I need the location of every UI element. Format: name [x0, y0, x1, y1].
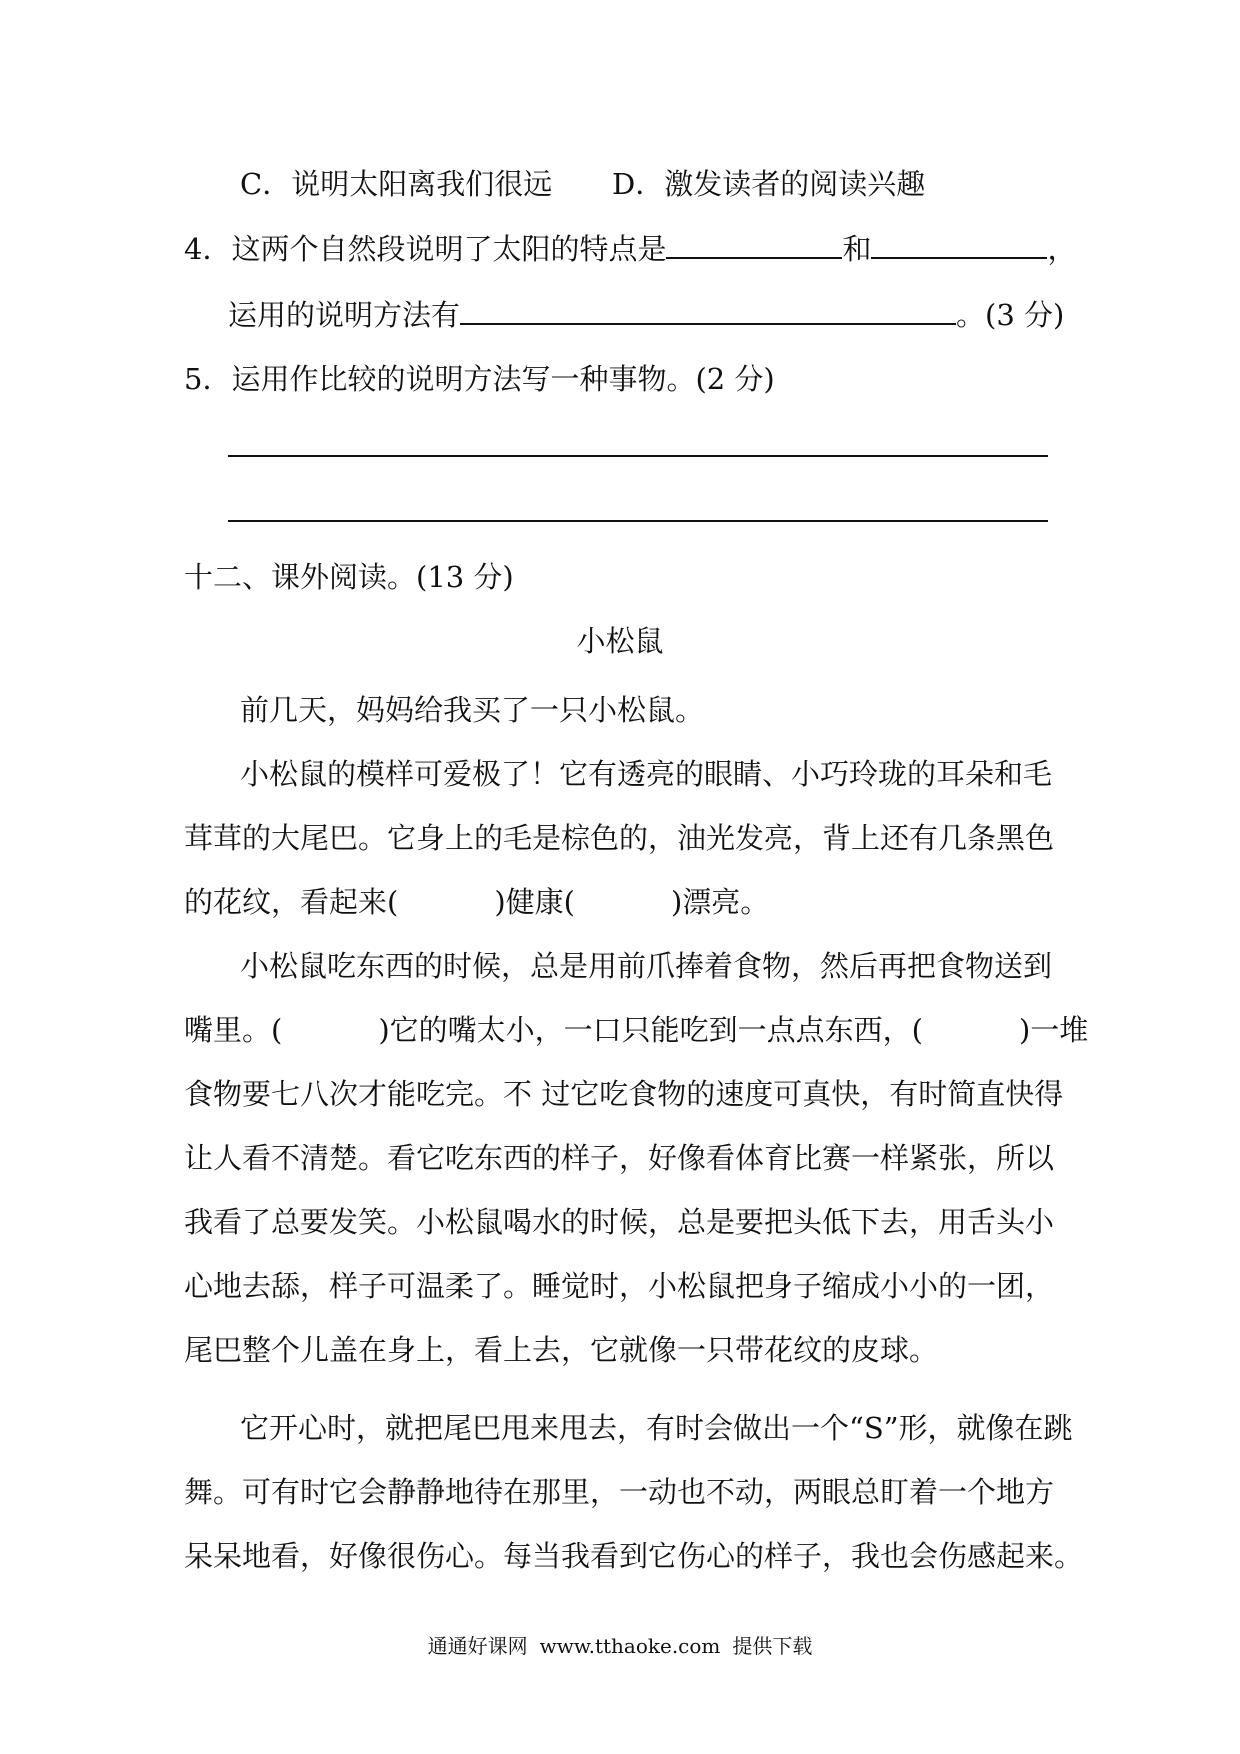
question-4-line-1 — [184, 229, 1076, 269]
passage-line — [184, 1010, 1088, 1050]
question-4-score: 。(3 分) — [956, 298, 1065, 332]
passage-line: 呆呆地看，好像很伤心。每当我看到它伤心的样子，我也会伤感起来。 — [184, 1539, 1084, 1573]
footer-site-name: 通通好课网 — [427, 1634, 528, 1658]
passage-line: 小松鼠吃东西的时候，总是用前爪捧着食物，然后再把食物送到 — [240, 949, 1053, 983]
passage-line: 小松鼠的模样可爱极了！它有透亮的眼睛、小巧玲珑的耳朵和毛 — [240, 757, 1053, 791]
passage-text: )它的嘴太小，一口只能吃到一点点东西，( — [378, 1013, 923, 1047]
question-4-and: 和 — [842, 232, 872, 266]
passage-line: 前几天，妈妈给我买了一只小松鼠。 — [240, 693, 705, 727]
passage-line: 它开心时，就把尾巴甩来甩去，有时会做出一个“S”形，就像在跳 — [240, 1411, 1073, 1445]
question-4-comma: ， — [1047, 232, 1077, 266]
passage-text: 嘴里。( — [184, 1013, 283, 1047]
passage-line: 我看了总要发笑。小松鼠喝水的时候，总是要把头低下去，用舌头小 — [184, 1205, 1055, 1239]
section-12-heading: 十二、课外阅读。(13 分) — [184, 560, 514, 594]
passage-line — [184, 882, 769, 922]
passage-text: 的花纹，看起来( — [184, 885, 399, 919]
question-4-line-2 — [228, 295, 1064, 335]
answer-line-1[interactable] — [228, 455, 1048, 457]
passage-line: 让人看不清楚。看它吃东西的样子，好像看体育比赛一样紧张，所以 — [184, 1141, 1055, 1175]
answer-blank-1[interactable] — [666, 231, 842, 259]
option-c: C．说明太阳离我们很远 — [240, 167, 553, 201]
question-4-method-prompt: 运用的说明方法有 — [228, 298, 461, 332]
answer-line-2[interactable] — [228, 520, 1048, 522]
passage-line: 心地去舔，样子可温柔了。睡觉时，小松鼠把身子缩成小小的一团， — [184, 1269, 1055, 1303]
answer-blank-3[interactable] — [460, 297, 956, 325]
option-d: D．激发读者的阅读兴趣 — [612, 167, 926, 201]
answer-blank-2[interactable] — [871, 231, 1047, 259]
passage-line: 茸茸的大尾巴。它身上的毛是棕色的，油光发亮，背上还有几条黑色 — [184, 821, 1055, 855]
footer-url[interactable]: www.tthaoke.com — [539, 1634, 721, 1658]
passage-line: 食物要七八次才能吃完。不 过它吃食物的速度可真快，有时简直快得 — [184, 1077, 1064, 1111]
passage-text: )漂亮。 — [670, 885, 770, 919]
question-5: 5．运用作比较的说明方法写一种事物。(2 分) — [184, 362, 775, 396]
passage-line: 舞。可有时它会静静地待在那里，一动也不动，两眼总盯着一个地方 — [184, 1475, 1055, 1509]
passage-title: 小松鼠 — [576, 624, 664, 658]
passage-text: )一堆 — [1018, 1013, 1089, 1047]
passage-text: )健康( — [494, 885, 575, 919]
question-4-prompt: 4．这两个自然段说明了太阳的特点是 — [184, 232, 667, 266]
page-footer — [0, 1632, 1240, 1660]
passage-line: 尾巴整个儿盖在身上，看上去，它就像一只带花纹的皮球。 — [184, 1333, 939, 1367]
footer-note: 提供下载 — [732, 1634, 813, 1658]
